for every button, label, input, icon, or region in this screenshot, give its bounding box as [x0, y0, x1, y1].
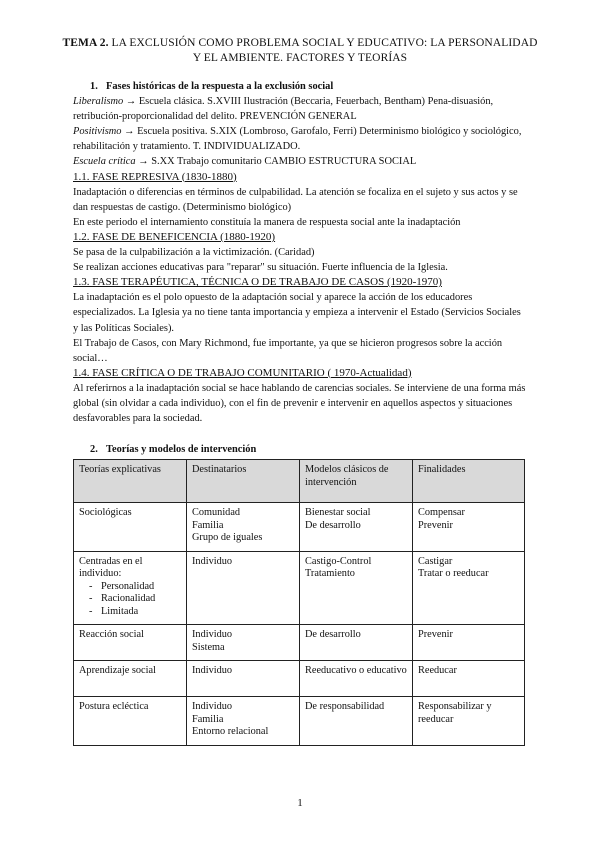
cell-text: Tratamiento — [305, 568, 355, 580]
cell-text: Aprendizaje social — [79, 665, 156, 677]
subsection-1-1-paragraph-1: Inadaptación o diferencias en términos de culpabilidad. La atención se focaliza en el sujeto y sus actos y se dan respuestas de castigo. (Determinismo biológico) — [73, 186, 518, 213]
cell-text: De desarrollo — [305, 629, 361, 641]
cell-text: Tratar o reeducar — [418, 568, 489, 580]
cell-text: Bienestar social — [305, 507, 371, 519]
table-cell — [413, 551, 525, 625]
cell-text: Individuo — [192, 665, 233, 677]
section-1-heading: 1. Fases históricas de la respuesta a la exclusión social — [90, 81, 334, 92]
table-cell — [413, 697, 525, 746]
table-header-cell: Finalidades — [413, 460, 525, 503]
table-header-cell: Destinatarios — [187, 460, 300, 503]
cell-text: Prevenir — [418, 519, 453, 531]
cell-text: Reeducar — [418, 665, 457, 677]
cell-text: Sistema — [192, 641, 225, 653]
table-cell — [300, 661, 413, 697]
table-cell — [187, 697, 300, 746]
cell-text: Individuo — [192, 555, 233, 567]
cell-text: Individuo — [192, 701, 233, 713]
list-item: - Personalidad — [89, 581, 182, 594]
cell-text: Castigo-Control — [305, 555, 372, 567]
table-cell — [413, 661, 525, 697]
table-cell — [300, 551, 413, 625]
table-cell — [74, 697, 187, 746]
table-row — [74, 625, 525, 661]
liberalismo-paragraph: Liberalismo → Escuela clásica. S.XVIII Ilustración (Beccaria, Feuerbach, Bentham) Pena-disuasión, retribución-proporcionalidad del delito. PREVENCIÓN GENERAL — [73, 96, 494, 123]
table-header-cell: Modelos clásicos de intervención — [300, 460, 413, 503]
section-2-heading: 2. Teorías y modelos de intervención — [90, 444, 257, 456]
cell-text: De desarrollo — [305, 519, 361, 531]
table-row — [74, 661, 525, 697]
page-title — [60, 36, 540, 66]
cell-text: Centradas en el individuo: — [79, 555, 143, 580]
table-row — [74, 503, 525, 552]
page-number: 1 — [297, 797, 303, 809]
table-cell — [74, 503, 187, 552]
cell-text: Compensar — [418, 507, 465, 519]
subsection-1-4-paragraph-1: Al referirnos a la inadaptación social se hace hablando de carencias sociales. Se interviene de una forma más global (sin olvidar a cada individuo), con el fin de prevenir e intervenir en aquellos aspectos y situaciones desfavorables para la sociedad. — [73, 382, 526, 425]
cell-text: Prevenir — [418, 629, 453, 641]
table-cell — [300, 697, 413, 746]
title-text: LA EXCLUSIÓN COMO PROBLEMA SOCIAL Y EDUCATIVO: LA PERSONALIDAD Y EL AMBIENTE. FACTORES Y TEORÍAS — [108, 37, 538, 64]
subsection-1-3-paragraph-2: El Trabajo de Casos, con Mary Richmond, fue importante, ya que se hicieron progresos sobre la acción social… — [73, 337, 503, 364]
table-cell — [187, 625, 300, 661]
table-header-cell: Teorías explicativas — [74, 460, 187, 503]
table-cell — [300, 625, 413, 661]
cell-text: Familia — [192, 713, 224, 725]
cell-text: De responsabilidad — [305, 701, 385, 713]
table-header-row — [74, 460, 525, 503]
cell-text: Entorno relacional — [192, 726, 269, 738]
cell-text: Postura ecléctica — [79, 701, 149, 713]
table-cell — [74, 625, 187, 661]
table-body — [74, 503, 525, 746]
table-cell — [187, 503, 300, 552]
table-cell — [187, 551, 300, 625]
subsection-1-2-paragraph-2: Se realizan acciones educativas para "reparar" su situación. Fuerte influencia de la Iglesia. — [73, 262, 448, 274]
list-item: - Limitada — [89, 606, 182, 619]
table-cell — [413, 625, 525, 661]
table-row — [74, 551, 525, 625]
title-topic-number: TEMA 2. — [62, 37, 109, 49]
cell-text: Reeducativo o educativo — [305, 665, 407, 677]
intervention-models-table — [73, 459, 525, 746]
table-cell — [74, 661, 187, 697]
cell-text: Comunidad — [192, 507, 241, 519]
subsection-1-2-heading: 1.2. FASE DE BENEFICENCIA (1880-1920) — [73, 230, 276, 243]
subsection-1-4-heading: 1.4. FASE CRÍTICA O DE TRABAJO COMUNITARIO ( 1970-Actualidad) — [73, 366, 412, 379]
cell-text: Individuo — [192, 629, 233, 641]
subsection-1-1-heading: 1.1. FASE REPRESIVA (1830-1880) — [73, 170, 237, 183]
list-item: - Racionalidad — [89, 593, 182, 606]
subsection-1-1-paragraph-2: En este periodo el internamiento constituía la manera de respuesta social ante la inadaptación — [73, 216, 461, 228]
cell-text: Reacción social — [79, 629, 144, 641]
table-cell — [413, 503, 525, 552]
positivismo-paragraph: Positivismo → Escuela positiva. S.XIX (Lombroso, Garofalo, Ferri) Determinismo biológico y sociológico, rehabilitación y tratamiento. T. INDIVIDUALIZADO. — [73, 126, 522, 153]
table-cell — [300, 503, 413, 552]
escuela-critica-paragraph: Escuela crítica → S.XX Trabajo comunitario CAMBIO ESTRUCTURA SOCIAL — [73, 156, 417, 168]
cell-text: Responsabilizar y reeducar — [418, 701, 492, 725]
cell-text: Sociológicas — [79, 507, 132, 519]
table-cell — [74, 551, 187, 625]
subsection-1-3-paragraph-1: La inadaptación es el polo opuesto de la adaptación social y aparece la acción de los educadores especializados. La Iglesia ya no tiene tanta importancia y empieza a intervenir el Estado (Servicios Sociales y las Políticas Sociales). — [73, 292, 521, 334]
cell-text: Familia — [192, 519, 224, 531]
cell-text: Castigar — [418, 555, 453, 567]
cell-text: Grupo de iguales — [192, 532, 263, 544]
table-row — [74, 697, 525, 746]
cell-list — [79, 581, 182, 619]
document-body — [73, 79, 528, 746]
subsection-1-2-paragraph-1: Se pasa de la culpabilización a la victimización. (Caridad) — [73, 247, 315, 259]
table-cell — [187, 661, 300, 697]
subsection-1-3-heading: 1.3. FASE TERAPÉUTICA, TÉCNICA O DE TRABAJO DE CASOS (1920-1970) — [73, 276, 442, 289]
